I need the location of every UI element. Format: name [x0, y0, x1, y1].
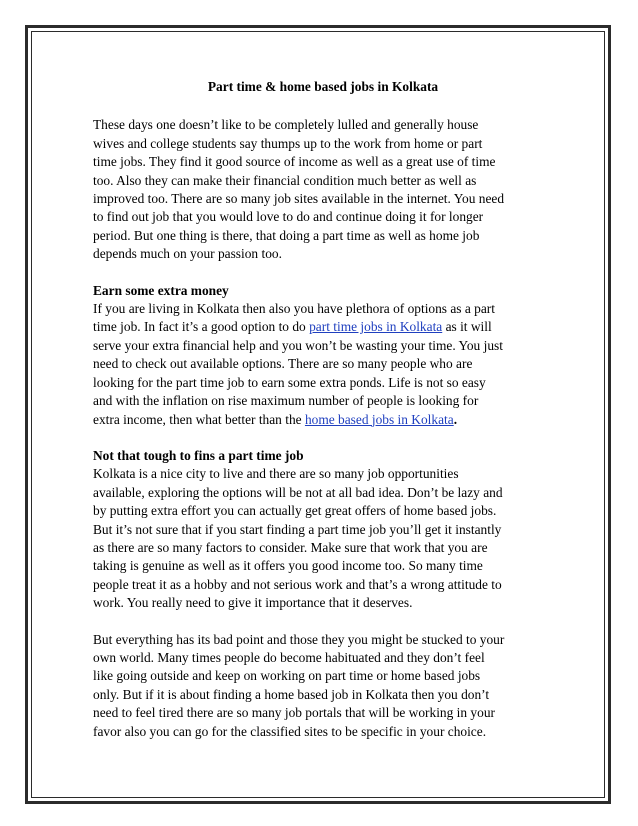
section-heading: Not that tough to fins a part time job [93, 447, 304, 463]
intro-line: wives and college students say thumps up to the work from home or part [93, 135, 483, 151]
section2-line: taking is genuine as well as it offers you good income too. So many time [93, 558, 483, 574]
intro-line: to find out job that you would love to do and continue doing it for longer [93, 209, 484, 225]
intro-line: These days one doesn’t like to be completely lulled and generally house [93, 117, 479, 133]
intro-line: time jobs. They find it good source of income as well as a great use of time [93, 154, 496, 170]
section2-line: by putting extra effort you can actually get great offers of home based jobs. [93, 503, 497, 519]
section1-line: serve your extra financial help and you won’t be wasting your time. You just [93, 337, 503, 353]
document-body [93, 78, 553, 759]
closing-line: need to feel tired there are so many job portals that will be working in your [93, 705, 495, 721]
home-based-jobs-link[interactable]: home based jobs in Kolkata [304, 411, 454, 427]
section1-line: need to check out available options. There are so many people who are [93, 356, 473, 372]
intro-line: period. But one thing is there, that doing a part time as well as home job [93, 227, 480, 243]
closing-line: favor also you can go for the classified sites to be specific in your choice. [93, 723, 487, 739]
section1-line: and with the inflation on rise maximum number of people is looking for [93, 393, 479, 409]
section1-line: If you are living in Kolkata then also you have plethora of options as a part [93, 301, 495, 317]
section1-line-with-link [93, 411, 553, 429]
text-fragment: time job. In fact it’s a good option to do [93, 319, 310, 335]
section2-line: available, exploring the options will be not at all bad idea. Don’t be lazy and [93, 484, 503, 500]
section2-line: Kolkata is a nice city to live and there are so many job opportunities [93, 466, 459, 482]
closing-line: only. But if it is about finding a home based job in Kolkata then you don’t [93, 686, 490, 702]
closing-paragraph [93, 631, 553, 741]
part-time-jobs-link[interactable]: part time jobs in Kolkata [309, 319, 443, 335]
section2-line: as there are so many factors to consider. Make sure that work that you are [93, 539, 488, 555]
closing-line: own world. Many times people do become habituated and they don’t feel [93, 649, 485, 665]
section1-line-with-link [93, 318, 553, 336]
section2-line: work. You really need to give it importance that it deserves. [93, 595, 413, 611]
intro-line: too. Also they can make their financial condition much better as well as [93, 172, 477, 188]
closing-line: But everything has its bad point and those they you might be stucked to your [93, 631, 505, 647]
section-heading: Earn some extra money [93, 282, 229, 298]
text-fragment: extra income, then what better than the [93, 411, 305, 427]
intro-paragraph [93, 116, 553, 263]
document-title: Part time & home based jobs in Kolkata [207, 79, 439, 94]
text-fragment: . [453, 411, 458, 427]
intro-line: depends much on your passion too. [93, 246, 282, 262]
section-earn-extra-money [93, 282, 553, 429]
text-fragment: as it will [442, 319, 492, 335]
section-not-that-tough [93, 447, 553, 613]
section2-line: people treat it as a hobby and not serious work and that’s a wrong attitude to [93, 576, 502, 592]
section1-line: looking for the part time job to earn some extra ponds. Life is not so easy [93, 374, 486, 390]
section2-line: But it’s not sure that if you start finding a part time job you’ll get it instantly [93, 521, 502, 537]
intro-line: improved too. There are so many job sites available in the internet. You need [93, 191, 505, 207]
closing-line: like going outside and keep on working on part time or home based jobs [93, 668, 481, 684]
